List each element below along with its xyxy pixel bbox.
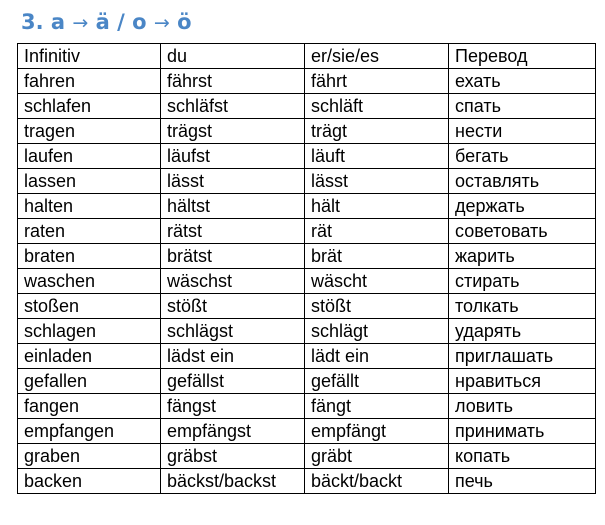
cell-du-form: hältst	[161, 194, 305, 219]
cell-translation: советовать	[449, 219, 596, 244]
cell-infinitive: schlafen	[18, 94, 161, 119]
vowel-a: a	[50, 10, 66, 34]
table-row	[18, 369, 596, 394]
cell-er-sie-es-form: schläft	[305, 94, 449, 119]
table-row	[18, 244, 596, 269]
cell-er-sie-es-form: schlägt	[305, 319, 449, 344]
cell-translation: ловить	[449, 394, 596, 419]
cell-er-sie-es-form: fängt	[305, 394, 449, 419]
header-er-sie-es: er/sie/es	[305, 44, 449, 69]
cell-infinitive: gefallen	[18, 369, 161, 394]
cell-translation: держать	[449, 194, 596, 219]
vowel-a-umlaut: ä	[95, 10, 110, 34]
cell-infinitive: lassen	[18, 169, 161, 194]
cell-infinitive: empfangen	[18, 419, 161, 444]
table-row	[18, 94, 596, 119]
header-infinitive: Infinitiv	[18, 44, 161, 69]
cell-er-sie-es-form: gräbt	[305, 444, 449, 469]
right-arrow-icon: →	[153, 12, 170, 34]
table-row	[18, 219, 596, 244]
cell-translation: ехать	[449, 69, 596, 94]
cell-translation: нести	[449, 119, 596, 144]
cell-translation: жарить	[449, 244, 596, 269]
cell-infinitive: graben	[18, 444, 161, 469]
cell-du-form: fängst	[161, 394, 305, 419]
cell-translation: печь	[449, 469, 596, 494]
cell-er-sie-es-form: trägt	[305, 119, 449, 144]
table-row	[18, 169, 596, 194]
cell-du-form: brätst	[161, 244, 305, 269]
cell-infinitive: waschen	[18, 269, 161, 294]
cell-er-sie-es-form: bäckt/backt	[305, 469, 449, 494]
cell-er-sie-es-form: gefällt	[305, 369, 449, 394]
cell-du-form: stößt	[161, 294, 305, 319]
cell-infinitive: halten	[18, 194, 161, 219]
cell-du-form: schläfst	[161, 94, 305, 119]
table-row	[18, 194, 596, 219]
cell-translation: стирать	[449, 269, 596, 294]
cell-infinitive: raten	[18, 219, 161, 244]
table-row	[18, 144, 596, 169]
cell-infinitive: tragen	[18, 119, 161, 144]
cell-er-sie-es-form: brät	[305, 244, 449, 269]
cell-translation: нравиться	[449, 369, 596, 394]
table-row	[18, 419, 596, 444]
cell-translation: ударять	[449, 319, 596, 344]
cell-er-sie-es-form: rät	[305, 219, 449, 244]
table-row	[18, 294, 596, 319]
cell-infinitive: fangen	[18, 394, 161, 419]
cell-translation: приглашать	[449, 344, 596, 369]
section-number: 3.	[21, 10, 44, 34]
table-row	[18, 344, 596, 369]
table-header-row	[18, 44, 596, 69]
table-row	[18, 444, 596, 469]
cell-infinitive: stoßen	[18, 294, 161, 319]
cell-infinitive: laufen	[18, 144, 161, 169]
cell-du-form: läufst	[161, 144, 305, 169]
cell-du-form: empfängst	[161, 419, 305, 444]
cell-er-sie-es-form: empfängt	[305, 419, 449, 444]
cell-du-form: bäckst/backst	[161, 469, 305, 494]
cell-er-sie-es-form: lädt ein	[305, 344, 449, 369]
right-arrow-icon: →	[72, 12, 89, 34]
cell-du-form: rätst	[161, 219, 305, 244]
header-translation: Перевод	[449, 44, 596, 69]
cell-er-sie-es-form: wäscht	[305, 269, 449, 294]
cell-du-form: lässt	[161, 169, 305, 194]
cell-du-form: schlägst	[161, 319, 305, 344]
cell-du-form: trägst	[161, 119, 305, 144]
cell-infinitive: schlagen	[18, 319, 161, 344]
table-row	[18, 394, 596, 419]
cell-du-form: lädst ein	[161, 344, 305, 369]
cell-er-sie-es-form: stößt	[305, 294, 449, 319]
cell-translation: спать	[449, 94, 596, 119]
table-row	[18, 269, 596, 294]
vowel-o-umlaut: ö	[177, 10, 192, 34]
cell-er-sie-es-form: lässt	[305, 169, 449, 194]
header-du: du	[161, 44, 305, 69]
section-heading	[21, 6, 192, 38]
cell-infinitive: einladen	[18, 344, 161, 369]
heading-slash: /	[117, 10, 125, 34]
cell-translation: бегать	[449, 144, 596, 169]
cell-er-sie-es-form: hält	[305, 194, 449, 219]
cell-infinitive: backen	[18, 469, 161, 494]
cell-infinitive: fahren	[18, 69, 161, 94]
cell-du-form: gefällst	[161, 369, 305, 394]
table-row	[18, 119, 596, 144]
cell-du-form: wäschst	[161, 269, 305, 294]
table-row	[18, 319, 596, 344]
cell-du-form: fährst	[161, 69, 305, 94]
cell-infinitive: braten	[18, 244, 161, 269]
cell-translation: копать	[449, 444, 596, 469]
cell-er-sie-es-form: fährt	[305, 69, 449, 94]
table-row	[18, 469, 596, 494]
cell-er-sie-es-form: läuft	[305, 144, 449, 169]
cell-translation: оставлять	[449, 169, 596, 194]
cell-du-form: gräbst	[161, 444, 305, 469]
table-row	[18, 69, 596, 94]
verb-conjugation-table	[17, 43, 596, 494]
cell-translation: принимать	[449, 419, 596, 444]
cell-translation: толкать	[449, 294, 596, 319]
vowel-o: o	[132, 10, 147, 34]
